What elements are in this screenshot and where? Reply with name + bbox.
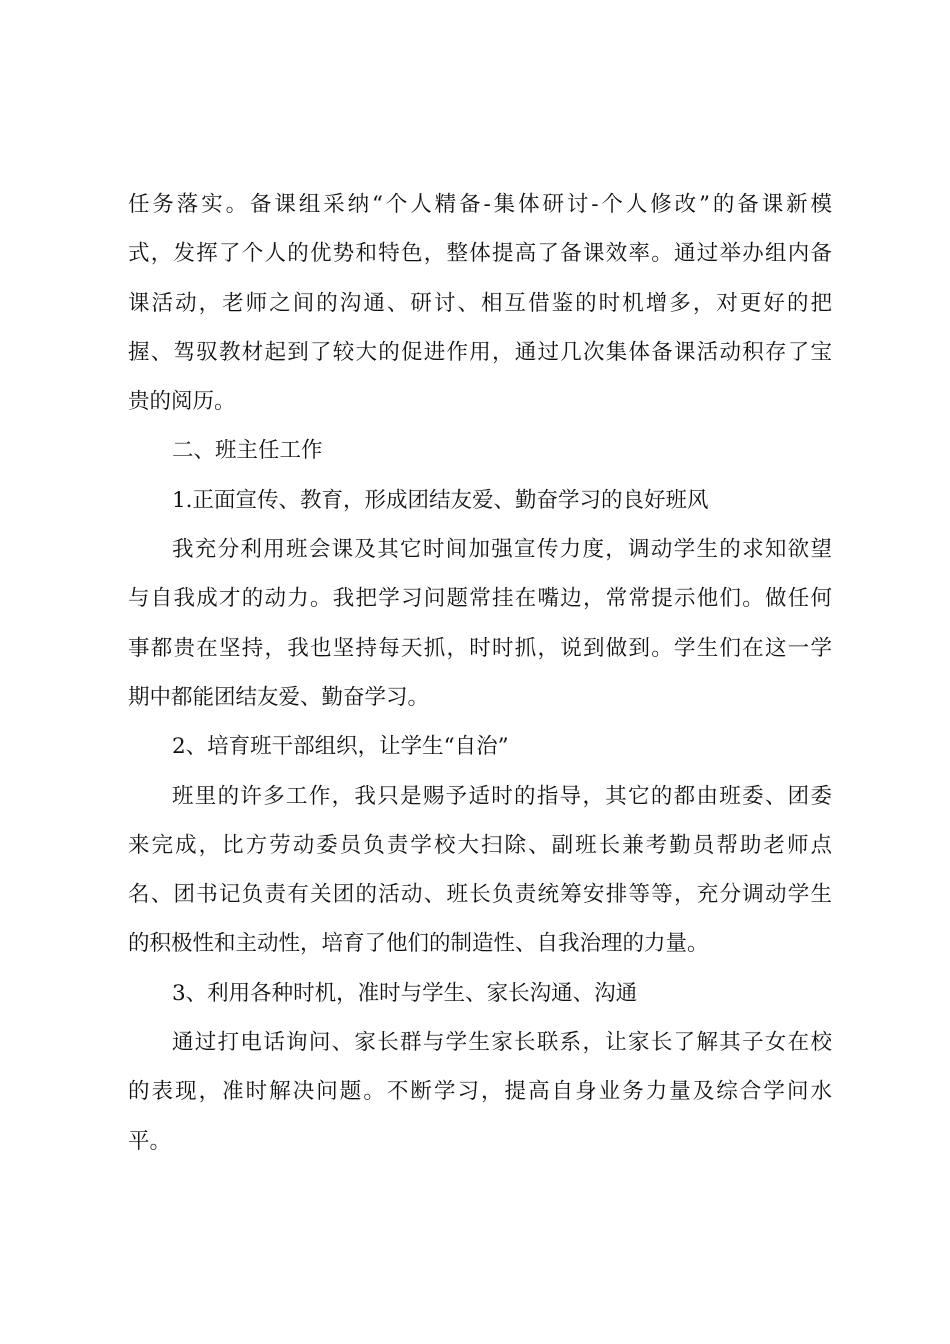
paragraph-line: 我充分利用班会课及其它时间加强宣传力度，调动学生的求知欲望 [172,537,832,563]
paragraph-line: 握、驾驭教材起到了较大的促进作用，通过几次集体备课活动积存了宝 [128,339,832,365]
paragraph-line: 与自我成才的动力。我把学习问题常挂在嘴边，常常提示他们。做任何 [128,586,832,612]
paragraph-line: 事都贵在坚持，我也坚持每天抓，时时抓，说到做到。学生们在这一学 [128,635,832,661]
paragraph-line: 式，发挥了个人的优势和特色，整体提高了备课效率。通过举办组内备 [128,241,832,267]
paragraph-line: 的积极性和主动性，培育了他们的制造性、自我治理的力量。 [128,931,709,957]
subsection-heading: 2、培育班干部组织，让学生“自治” [172,734,509,760]
paragraph-line: 名、团书记负责有关团的活动、班长负责统筹安排等等，充分调动学生 [128,882,832,908]
paragraph-line: 通过打电话询问、家长群与学生家长联系，让家长了解其子女在校 [172,1030,832,1056]
section-heading: 二、班主任工作 [172,438,323,464]
subsection-heading: 1.正面宣传、教育，形成团结友爱、勤奋学习的良好班风 [172,487,709,513]
paragraph-line: 的表现，准时解决问题。不断学习，提高自身业务力量及综合学问水 [128,1079,832,1105]
paragraph-line: 来完成，比方劳动委员负责学校大扫除、副班长兼考勤员帮助老师点 [128,832,832,858]
paragraph-line: 贵的阅历。 [128,389,236,415]
document-body [128,180,832,1166]
paragraph-line: 平。 [128,1128,172,1154]
paragraph-line: 期中都能团结友爱、勤奋学习。 [128,684,430,710]
paragraph-line: 班里的许多工作，我只是赐予适时的指导，其它的都由班委、团委 [172,783,832,809]
paragraph-line: 任务落实。备课组采纳“个人精备-集体研讨-个人修改”的备课新模 [128,192,832,217]
subsection-heading: 3、利用各种时机，准时与学生、家长沟通、沟通 [172,980,638,1006]
paragraph-line: 课活动，老师之间的沟通、研讨、相互借鉴的时机增多，对更好的把 [128,290,832,316]
